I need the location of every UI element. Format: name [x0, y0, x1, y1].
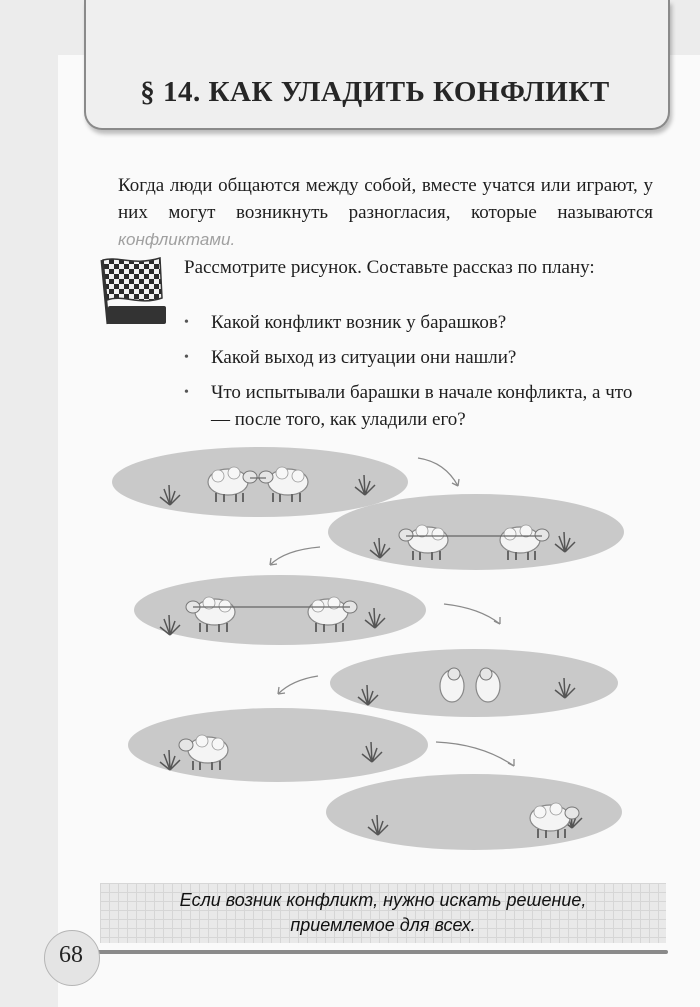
- scene-5: [128, 708, 428, 782]
- question-list: [184, 309, 652, 441]
- question-item: • Какой конфликт возник у барашков?: [184, 309, 652, 336]
- intro-term: конфликтами.: [118, 230, 236, 249]
- intro-text: Когда люди общаются между собой, вместе учатся или играют, у них могут возникнуть разногласия, которые называются: [118, 175, 653, 223]
- page-number: 68: [59, 942, 83, 968]
- scene-6: [326, 774, 622, 850]
- footer-rule: [68, 950, 668, 954]
- scene-3: [134, 575, 426, 645]
- scene-4: [330, 649, 618, 717]
- intro-paragraph: [118, 172, 653, 253]
- sheep-illustration: [110, 440, 640, 860]
- scene-1: [112, 447, 408, 517]
- conclusion-line-1: Если возник конфликт, нужно искать решение,: [179, 890, 587, 910]
- question-item: • Что испытывали барашки в начале конфликта, а что — после того, как уладили его?: [184, 379, 652, 433]
- scene-2: [328, 494, 624, 570]
- task-instruction: Рассмотрите рисунок. Составьте рассказ по плану:: [184, 257, 595, 278]
- conclusion-line-2: приемлемое для всех.: [290, 915, 476, 935]
- checkered-flag-icon: [94, 254, 170, 330]
- question-item: • Какой выход из ситуации они нашли?: [184, 344, 652, 371]
- title-banner: [84, 0, 670, 130]
- page-title: § 14. КАК УЛАДИТЬ КОНФЛИКТ: [140, 76, 610, 108]
- conclusion-text: [100, 888, 666, 938]
